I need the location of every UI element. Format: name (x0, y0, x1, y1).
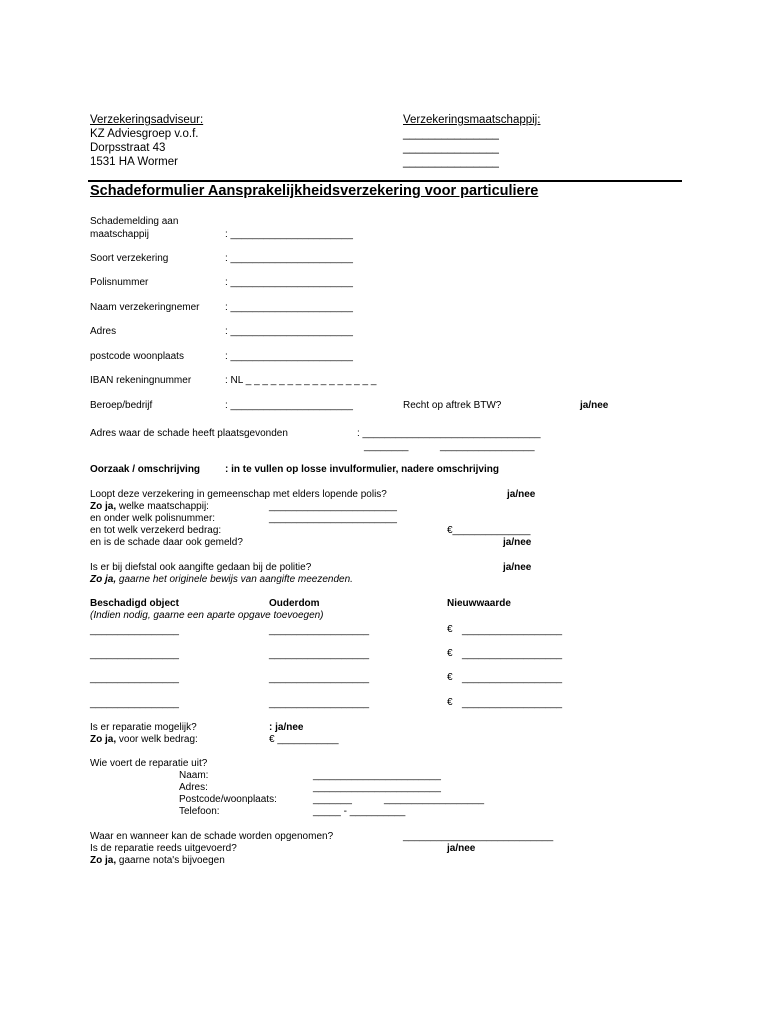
insurer-blank-2[interactable]: _______________ (403, 142, 499, 154)
theft-zoja-rest: gaarne het originele bewijs van aangifte meezenden. (116, 574, 353, 585)
community-zoja-rest: welke maatschappij: (116, 501, 209, 512)
header-rule (88, 180, 682, 182)
inspection-zoja-rest: gaarne nota's bijvoegen (116, 855, 225, 866)
cause-label: Oorzaak / omschrijving (90, 464, 201, 475)
field-label-policy-number: Polisnummer (90, 277, 149, 288)
field-label-policyholder: Naam verzekeringnemer (90, 302, 200, 313)
objects-row-2-object[interactable]: ________________ (90, 649, 179, 660)
repair-zoja (90, 734, 198, 746)
inspection-done: Is de reparatie reeds uitgevoerd? (90, 843, 237, 854)
insurer-heading: Verzekeringsmaatschappij: (403, 114, 541, 126)
location-label: Adres waar de schade heeft plaatsgevonden (90, 428, 288, 439)
objects-col-object: Beschadigd object (90, 598, 179, 609)
objects-col-age: Ouderdom (269, 598, 320, 609)
repairer-phone-blank[interactable]: _____ - __________ (313, 806, 406, 817)
field-value-postcode[interactable]: : ______________________ (225, 351, 353, 362)
objects-row-3-value[interactable]: __________________ (462, 673, 563, 684)
inspection-question: Waar en wanneer kan de schade worden opgenomen? (90, 831, 334, 842)
btw-question: Recht op aftrek BTW? (403, 400, 502, 411)
field-label-address: Adres (90, 326, 117, 337)
field-label-claim-to: Schademelding aan (90, 216, 179, 227)
theft-question: Is er bij diefstal ook aangifte gedaan bij de politie? (90, 562, 312, 573)
repairer-city-blank[interactable]: __________________ (384, 794, 485, 805)
inspection-blank[interactable]: ___________________________ (403, 831, 554, 842)
objects-row-4-value[interactable]: __________________ (462, 698, 563, 709)
community-amount-blank[interactable]: €______________ (447, 525, 531, 536)
repairer-question: Wie voert de reparatie uit? (90, 758, 208, 769)
theft-zoja (90, 574, 353, 586)
location-line-2b[interactable]: _________________ (440, 441, 535, 452)
objects-row-2-age[interactable]: __________________ (269, 649, 370, 660)
field-value-insurance-type[interactable]: : ______________________ (225, 253, 353, 264)
repair-zoja-rest: voor welk bedrag: (116, 734, 198, 745)
cause-text: : in te vullen op losse invulformulier, nadere omschrijving (225, 464, 499, 475)
inspection-done-answer[interactable]: ja/nee (447, 843, 476, 854)
form-title: Schadeformulier Aansprakelijkheidsverzekering voor particuliere (90, 183, 539, 199)
repairer-postcode-label: Postcode/woonplaats: (179, 794, 277, 805)
community-blank-2[interactable]: _______________________ (269, 513, 397, 524)
community-zoja-bold: Zo ja, (90, 501, 117, 512)
field-label-insurance-type: Soort verzekering (90, 253, 169, 264)
field-label-postcode: postcode woonplaats (90, 351, 184, 362)
inspection-zoja-bold: Zo ja, (90, 855, 117, 866)
community-zoja (90, 501, 209, 513)
field-label-iban: IBAN rekeningnummer (90, 375, 192, 386)
insurer-blank-3[interactable]: _______________ (403, 156, 499, 168)
repairer-name-label: Naam: (179, 770, 209, 781)
repairer-phone-label: Telefoon: (179, 806, 220, 817)
objects-row-4-object[interactable]: ________________ (90, 698, 179, 709)
field-value-occupation[interactable]: : ______________________ (225, 400, 353, 411)
advisor-street: Dorpsstraat 43 (90, 142, 166, 154)
objects-row-1-object[interactable]: ________________ (90, 625, 179, 636)
field-value-iban[interactable]: : NL _ _ _ _ _ _ _ _ _ _ _ _ _ _ _ _ (225, 375, 377, 386)
objects-row-3-euro: € (447, 672, 453, 683)
objects-row-1-age[interactable]: __________________ (269, 625, 370, 636)
community-reported-answer[interactable]: ja/nee (503, 537, 532, 548)
objects-row-2-value[interactable]: __________________ (462, 649, 563, 660)
field-label-claim-to-2: maatschappij (90, 229, 149, 240)
location-line-1[interactable]: : ________________________________ (357, 428, 541, 439)
theft-answer[interactable]: ja/nee (503, 562, 532, 573)
field-value-policy-number[interactable]: : ______________________ (225, 277, 353, 288)
field-value-address[interactable]: : ______________________ (225, 326, 353, 337)
btw-answer[interactable]: ja/nee (580, 400, 609, 411)
community-question: Loopt deze verzekering in gemeenschap met elders lopende polis? (90, 489, 387, 500)
objects-row-4-age[interactable]: __________________ (269, 698, 370, 709)
repairer-name-blank[interactable]: _______________________ (313, 770, 441, 781)
community-blank-1[interactable]: _______________________ (269, 501, 397, 512)
repair-amount[interactable]: € ___________ (269, 734, 339, 745)
insurer-blank-1[interactable]: _______________ (403, 128, 499, 140)
repair-zoja-bold: Zo ja, (90, 734, 117, 745)
community-amount: en tot welk verzekerd bedrag: (90, 525, 222, 536)
inspection-zoja (90, 855, 225, 867)
community-polis: en onder welk polisnummer: (90, 513, 216, 524)
objects-row-3-age[interactable]: __________________ (269, 673, 370, 684)
repair-question: Is er reparatie mogelijk? (90, 722, 197, 733)
field-value-policyholder[interactable]: : ______________________ (225, 302, 353, 313)
field-value-claim-to[interactable]: : ______________________ (225, 229, 353, 240)
community-answer[interactable]: ja/nee (507, 489, 536, 500)
advisor-city: 1531 HA Wormer (90, 156, 178, 168)
repairer-postcode-blank[interactable]: _______ (313, 794, 352, 805)
repairer-address-blank[interactable]: _______________________ (313, 782, 441, 793)
objects-col-value: Nieuwwaarde (447, 598, 511, 609)
objects-row-3-object[interactable]: ________________ (90, 673, 179, 684)
objects-row-1-euro: € (447, 624, 453, 635)
objects-note: (Indien nodig, gaarne een aparte opgave toevoegen) (90, 610, 324, 621)
repair-answer[interactable]: : ja/nee (269, 722, 304, 733)
advisor-heading: Verzekeringsadviseur: (90, 114, 204, 126)
location-line-2a[interactable]: ________ (364, 441, 409, 452)
objects-row-1-value[interactable]: __________________ (462, 625, 563, 636)
repairer-address-label: Adres: (179, 782, 208, 793)
advisor-name: KZ Adviesgroep v.o.f. (90, 128, 199, 140)
objects-row-4-euro: € (447, 697, 453, 708)
objects-row-2-euro: € (447, 648, 453, 659)
theft-zoja-bold: Zo ja, (90, 574, 117, 585)
community-reported: en is de schade daar ook gemeld? (90, 537, 243, 548)
field-label-occupation: Beroep/bedrijf (90, 400, 153, 411)
